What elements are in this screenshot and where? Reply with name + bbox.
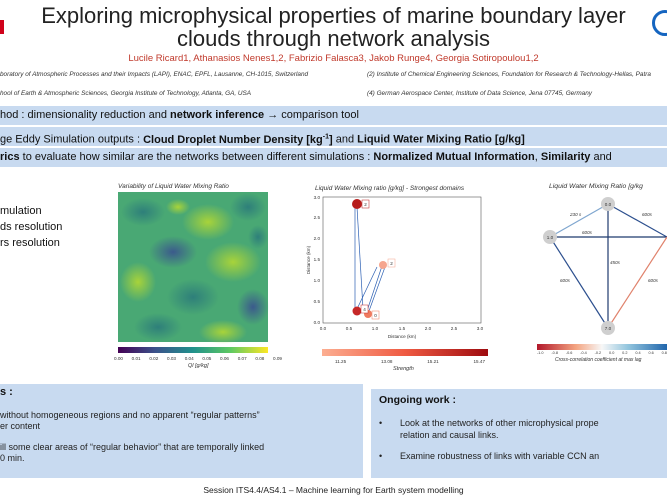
domain-plot	[305, 193, 490, 341]
authors-text: Lucile Ricard1, Athanasios Nenes1,2, Fabrizio Falasca3, Jakob Runge4, Georgia Sotiropoulou1,2	[128, 53, 539, 64]
colorbar-tick: 0.01	[131, 356, 141, 361]
strength-tick: 15.47	[473, 359, 485, 364]
simulation-list	[0, 203, 62, 251]
colorbar-tick: -0.2	[594, 351, 602, 355]
colorbar-tick: 0.06	[220, 356, 229, 361]
list-item: rs resolution	[0, 237, 60, 249]
domain-node	[353, 307, 362, 316]
colorbar-tick: -0.6	[565, 351, 573, 355]
x-tick: 2.0	[424, 326, 432, 331]
colorbar-tick: 0.0	[609, 351, 615, 355]
method-band-1	[0, 106, 667, 125]
x-tick: 0.0	[319, 326, 327, 331]
session-footer: Session ITS4.4/AS4.1 – Machine learning for Earth system modelling	[203, 485, 464, 495]
x-ticks	[320, 326, 484, 331]
ongoing-item: relation and causal links.	[400, 430, 499, 440]
network-edges	[550, 204, 667, 328]
map-colorbar-ticks	[114, 356, 282, 361]
colorbar-tick: 0.02	[149, 356, 159, 361]
x-tick: 1.5	[398, 326, 406, 331]
x-tick: 0.5	[345, 326, 353, 331]
edge-label: 600s	[582, 230, 592, 235]
strength-colorbar	[322, 349, 488, 357]
edge	[608, 204, 667, 237]
x-tick: 2.5	[450, 326, 458, 331]
y-tick: 0.0	[313, 320, 320, 325]
y-axis-label: Distance (km)	[306, 245, 311, 275]
affiliation-1: boratory of Atmospheric Processes and their Impacts (LAPI), ENAC, EPFL, Lausanne, CH-1015, Switzerland	[0, 71, 309, 78]
ongoing-item: Look at the networks of other microphysical prope	[400, 418, 599, 428]
method-line-3: rics to evaluate how similar are the networks between different simulations : Normalized Mutual Information, Similarity and	[0, 151, 612, 163]
ongoing-heading: Ongoing work :	[379, 394, 456, 406]
map-colorbar-label: Ql [g/kg]	[188, 363, 209, 369]
node-label: 1.0	[546, 235, 554, 240]
network-nodes	[543, 197, 615, 335]
node-label: 4	[363, 307, 366, 312]
conclusion-item: without homogeneous regions and no apparent “regular patterns”	[0, 410, 260, 420]
method-line-2: ge Eddy Simulation outputs : Cloud Droplet Number Density $[kg^{-1}]$ and Liquid Water Mixing Ratio [g/kg]	[0, 133, 525, 146]
domain-node	[379, 261, 387, 269]
y-tick: 3.0	[313, 195, 320, 200]
network-colorbar-label: Cross-correlation coefficient at max lag	[555, 357, 642, 363]
node-label: 2	[364, 202, 367, 207]
conclusions-box	[0, 384, 363, 478]
map-colorbar	[118, 347, 268, 353]
node-label: 0.0	[604, 202, 612, 207]
liquid-water-map	[118, 192, 290, 362]
list-item: mulation	[0, 205, 42, 217]
colorbar-tick: 0.07	[237, 356, 247, 361]
edge-label: 600s	[648, 278, 658, 283]
method-band-3	[0, 148, 667, 167]
colorbar-tick: -1.0	[537, 351, 544, 355]
strength-tick: 13.08	[380, 359, 393, 364]
title-line-2: clouds through network analysis	[176, 26, 491, 51]
x-tick: 3.0	[476, 326, 484, 331]
ongoing-item: Examine robustness of links with variable CCN an	[400, 451, 600, 461]
method-line-1: hod : dimensionality reduction and network inference → comparison tool	[0, 109, 359, 121]
list-item: ds resolution	[0, 221, 63, 233]
authors-line	[0, 53, 667, 64]
title-line-1: Exploring microphysical properties of marine boundary layer	[41, 3, 626, 28]
y-ticks	[314, 195, 321, 325]
edge-label: 600s	[560, 278, 570, 283]
bullet-dot: •	[379, 451, 383, 461]
node-label: 2	[390, 261, 393, 266]
colorbar-tick: 0.05	[202, 356, 212, 361]
colorbar-tick: 0.4	[635, 351, 641, 355]
edge	[608, 237, 667, 328]
edge-label: 230 s	[570, 212, 582, 217]
affiliation-2: (2) Institute of Chemical Engineering Sciences, Foundation for Research & Technology-Hellas, Patra	[367, 71, 651, 78]
plot-frame	[323, 197, 481, 323]
colorbar-tick: 0.00	[114, 356, 123, 361]
conclusion-item: er content	[0, 421, 41, 431]
poster-title	[0, 4, 667, 50]
edge-label: 600s	[642, 212, 652, 217]
affiliation-4: (4) German Aerospace Center, Institute of Data Science, Jena 07745, Germany	[367, 90, 592, 97]
colorbar-tick: 0.2	[622, 351, 628, 355]
conclusions-heading: s :	[0, 386, 13, 398]
ongoing-work-box	[371, 389, 667, 478]
colorbar-tick: -0.4	[580, 351, 587, 355]
y-tick: 1.0	[313, 278, 320, 283]
colorbar-tick: 0.09	[273, 356, 282, 361]
strength-label: Strength	[393, 366, 414, 372]
y-tick: 2.0	[313, 236, 320, 241]
edge	[550, 204, 608, 237]
network-graph	[530, 192, 667, 340]
strength-tick: 11.25	[335, 359, 347, 364]
colorbar-tick: 0.04	[184, 356, 194, 361]
edge-label: 450s	[610, 260, 620, 265]
y-tick: 2.5	[313, 215, 320, 220]
x-axis-label: Distance (km)	[387, 334, 417, 339]
colorbar-tick: 0.03	[167, 356, 176, 361]
bullet-dot: •	[379, 418, 383, 428]
colorbar-tick: 0.6	[648, 351, 654, 355]
network-title: Liquid Water Mixing Ratio [g/kg	[549, 183, 643, 190]
y-tick: 0.5	[313, 299, 320, 304]
network-colorbar	[537, 344, 667, 350]
node-label: 0	[374, 313, 377, 318]
x-tick: 1.0	[371, 326, 379, 331]
domain-title: Liquid Water Mixing ratio [g/kg] - Strongest domains	[315, 185, 465, 192]
affiliation-3: hool of Earth & Atmospheric Sciences, Georgia Institute of Technology, Atlanta, GA, USA	[0, 90, 252, 97]
node-label: 7.0	[604, 326, 612, 331]
method-band-2	[0, 127, 667, 146]
strength-ticks	[335, 359, 485, 364]
domain-node	[352, 199, 362, 209]
strength-tick: 15.21	[427, 359, 439, 364]
conclusion-item: 0 min.	[0, 453, 25, 463]
y-tick: 1.5	[313, 257, 320, 262]
colorbar-tick: -0.8	[551, 351, 558, 355]
map-title: Variability of Liquid Water Mixing Ratio	[118, 183, 229, 190]
colorbar-tick: 0.8	[661, 351, 667, 355]
colorbar-tick: 0.08	[255, 356, 265, 361]
conclusion-item: ill some clear areas of “regular behavior” that are temporally linked	[0, 442, 265, 452]
edge	[550, 237, 608, 328]
network-colorbar-ticks	[537, 351, 667, 355]
